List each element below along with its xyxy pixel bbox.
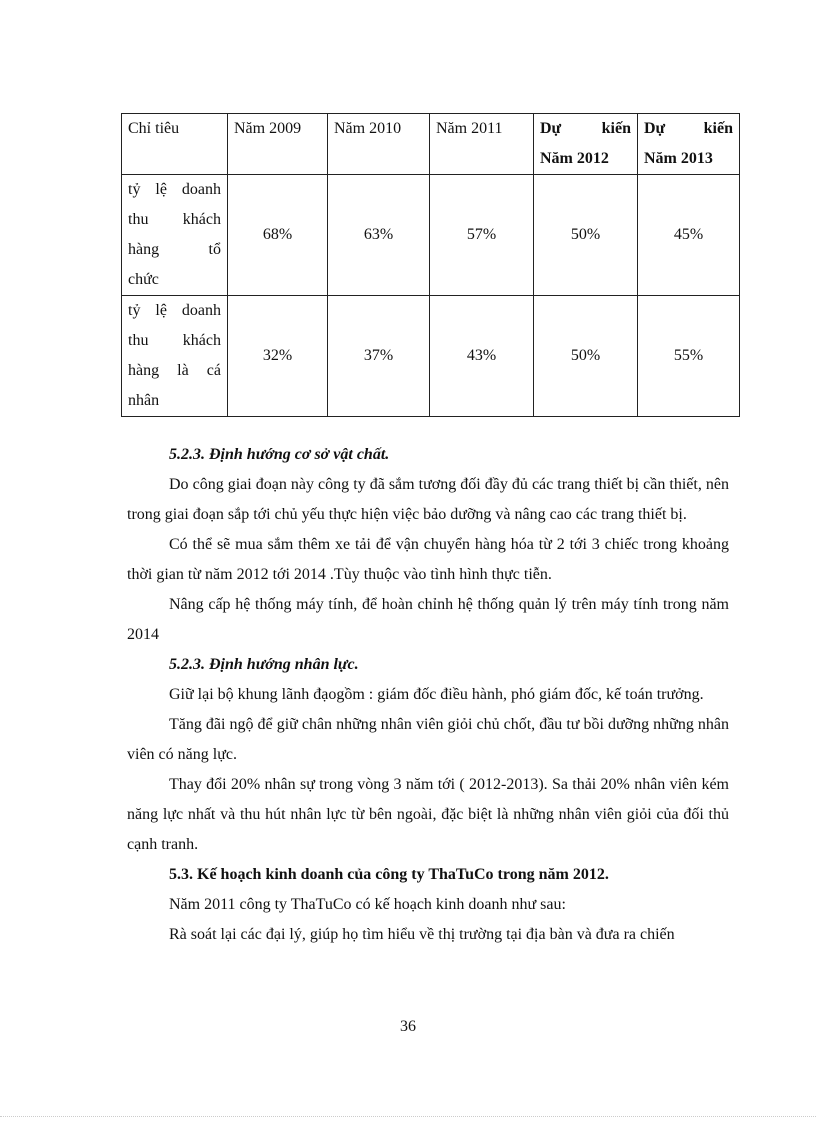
header-forecast-2013-word2: kiến: [703, 120, 733, 137]
body-text: [127, 440, 729, 950]
table-cell: 55%: [638, 296, 740, 417]
table-cell: 32%: [228, 296, 328, 417]
table-cell: 57%: [430, 175, 534, 296]
revenue-share-table: [121, 113, 740, 417]
table-cell: 50%: [534, 175, 638, 296]
header-year-2010: Năm 2010: [328, 114, 430, 175]
header-forecast-2013-year: Năm 2013: [644, 150, 713, 167]
section-heading-human-resources: 5.2.3. Định hướng nhân lực.: [169, 656, 359, 673]
header-forecast-2013: [638, 114, 740, 175]
paragraph: Thay đổi 20% nhân sự trong vòng 3 năm tới ( 2012-2013). Sa thải 20% nhân viên kém năng lực nhất và thu hút nhân lực từ bên ngoài, đặc biệt là những nhân viên giỏi của đối thủ cạnh tranh.: [127, 776, 729, 853]
header-forecast-2012-year: Năm 2012: [540, 150, 609, 167]
row-label-last-line: chức: [128, 271, 159, 288]
header-forecast-2012-word1: Dự: [540, 120, 562, 137]
table-cell: 63%: [328, 175, 430, 296]
header-forecast-2012: [534, 114, 638, 175]
table-row: [122, 296, 740, 417]
table-cell: 43%: [430, 296, 534, 417]
paragraph: Do công giai đoạn này công ty đã sắm tương đối đầy đủ các trang thiết bị cần thiết, nên trong giai đoạn sắp tới chủ yếu thực hiện việc bảo dưỡng và nâng cao các trang thiết bị.: [127, 476, 729, 523]
table-cell: 45%: [638, 175, 740, 296]
paragraph: Rà soát lại các đại lý, giúp họ tìm hiểu về thị trường tại địa bàn và đưa ra chiến: [169, 926, 675, 943]
row-label-text: tỷ lệ doanh thu khách hàng tổ: [128, 181, 221, 258]
page-bottom-divider: [0, 1116, 816, 1117]
table-header-row: [122, 114, 740, 175]
table-cell: 37%: [328, 296, 430, 417]
paragraph: Nâng cấp hệ thống máy tính, để hoàn chỉnh hệ thống quản lý trên máy tính trong năm 2014: [127, 596, 729, 643]
page-number: 36: [400, 1018, 416, 1035]
paragraph: Năm 2011 công ty ThaTuCo có kế hoạch kinh doanh như sau:: [169, 896, 566, 913]
table-row: [122, 175, 740, 296]
paragraph: Tăng đãi ngộ để giữ chân những nhân viên giỏi chủ chốt, đầu tư bồi dưỡng những nhân viên có năng lực.: [127, 716, 729, 763]
row-label-individual: [122, 296, 228, 417]
section-heading-business-plan: 5.3. Kế hoạch kinh doanh của công ty ThaTuCo trong năm 2012.: [169, 866, 609, 883]
header-forecast-2013-word1: Dự: [644, 120, 666, 137]
header-forecast-2012-word2: kiến: [601, 120, 631, 137]
section-heading-facilities: 5.2.3. Định hướng cơ sở vật chất.: [169, 446, 390, 463]
header-criteria: Chỉ tiêu: [122, 114, 228, 175]
paragraph: Giữ lại bộ khung lãnh đạogồm : giám đốc điều hành, phó giám đốc, kế toán trưởng.: [169, 686, 704, 703]
header-year-2011: Năm 2011: [430, 114, 534, 175]
table-cell: 68%: [228, 175, 328, 296]
row-label-last-line: nhân: [128, 392, 160, 409]
paragraph: Có thể sẽ mua sắm thêm xe tải để vận chuyển hàng hóa từ 2 tới 3 chiếc trong khoảng thời gian từ năm 2012 tới 2014 .Tùy thuộc vào tình hình thực tiễn.: [127, 536, 729, 583]
row-label-organization: [122, 175, 228, 296]
row-label-text: tỷ lệ doanh thu khách hàng là cá: [128, 302, 221, 379]
table-cell: 50%: [534, 296, 638, 417]
header-year-2009: Năm 2009: [228, 114, 328, 175]
